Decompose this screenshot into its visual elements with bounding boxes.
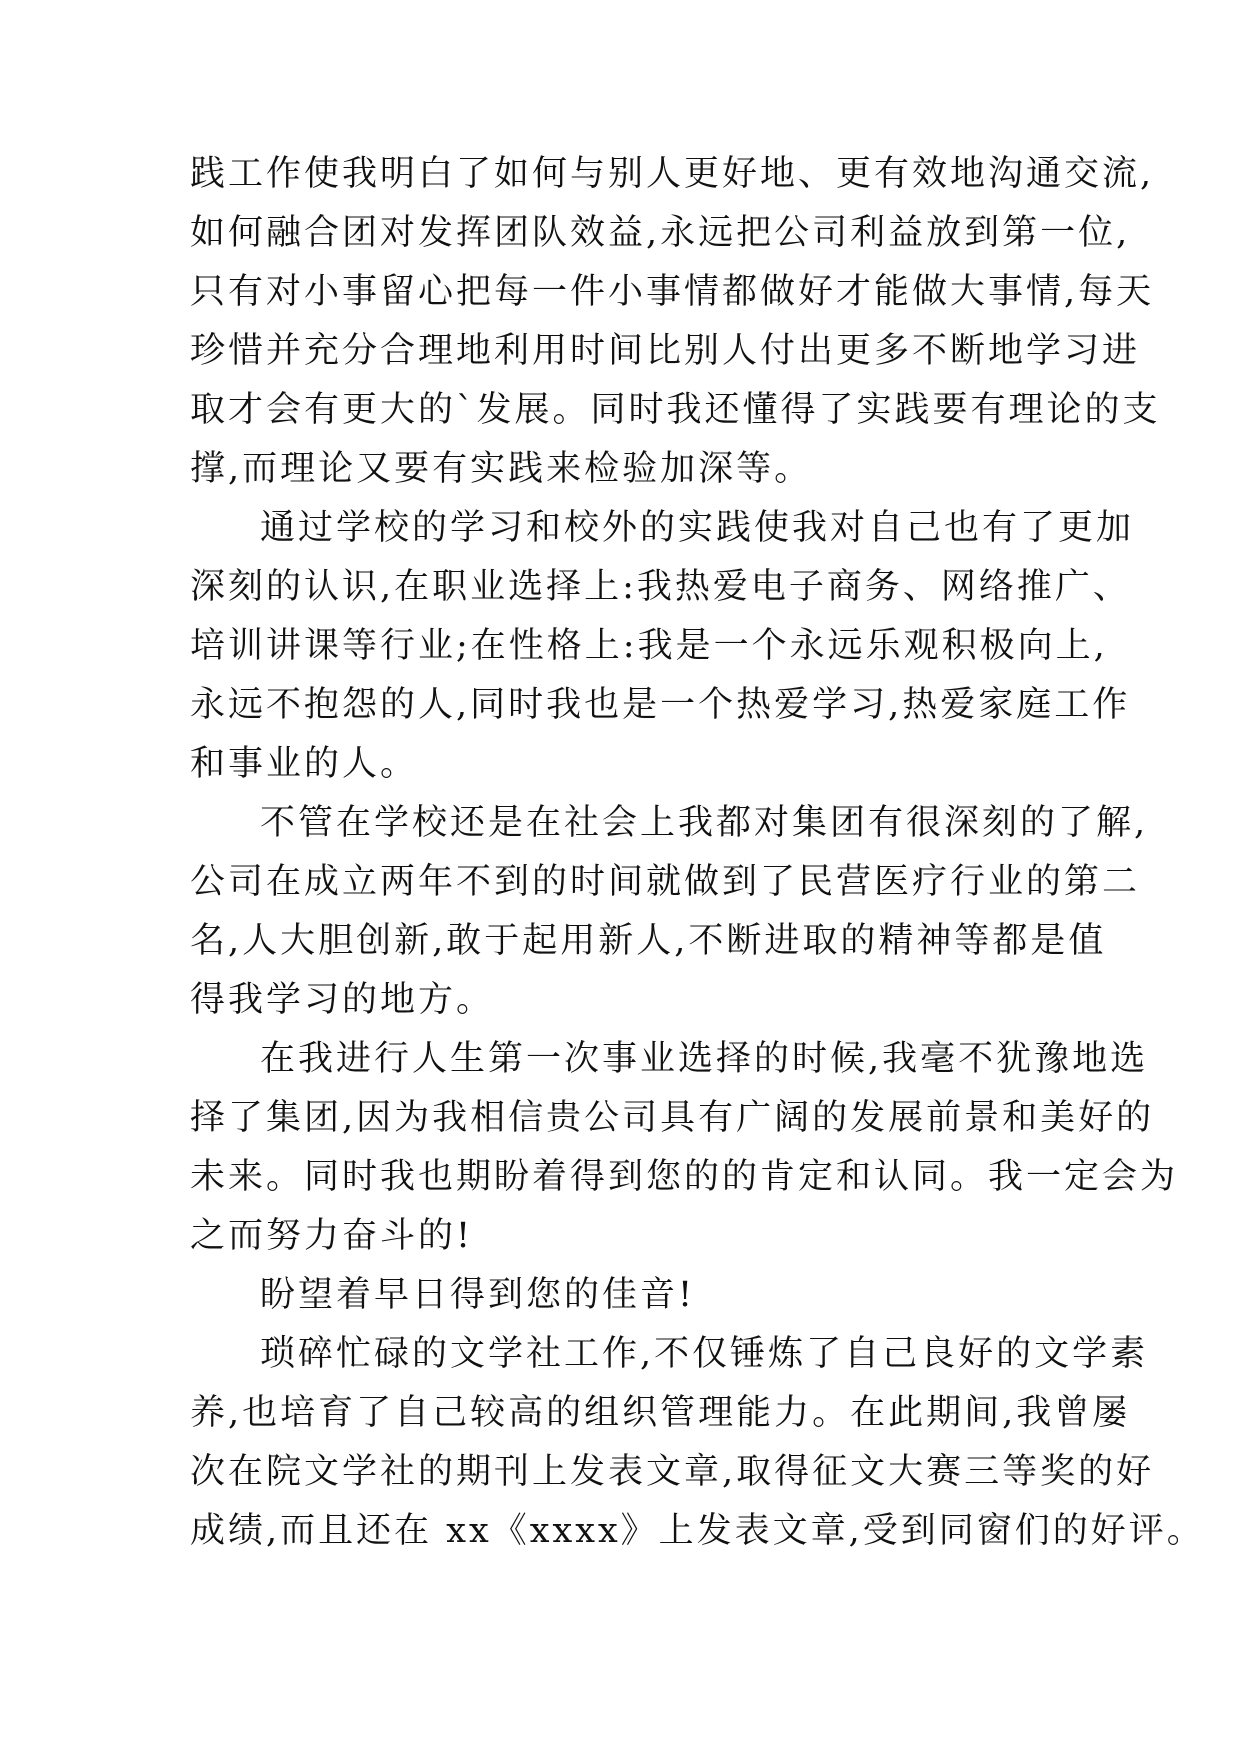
text-line: 次在院文学社的期刊上发表文章,取得征文大赛三等奖的好 [190, 1452, 1155, 1492]
text-line: 永远不抱怨的人,同时我也是一个热爱学习,热爱家庭工作 [190, 685, 1131, 725]
text-line: 择了集团,因为我相信贵公司具有广阔的发展前景和美好的 [190, 1098, 1155, 1138]
text-line: 和事业的人。 [190, 744, 419, 784]
document-body [190, 145, 1205, 1561]
paragraph-practice [190, 145, 1161, 499]
text-line: 不管在学校还是在社会上我都对集团有很深刻的了解, [260, 803, 1149, 843]
text-line: 取才会有更大的`发展。同时我还懂得了实践要有理论的支 [190, 390, 1161, 430]
text-line: 通过学校的学习和校外的实践使我对自己也有了更加 [260, 508, 1135, 548]
text-line: 琐碎忙碌的文学社工作,不仅锤炼了自己良好的文学素 [260, 1334, 1149, 1374]
text-line: 如何融合团对发挥团队效益,永远把公司利益放到第一位, [190, 213, 1131, 253]
paragraph-career-choice [190, 1030, 1179, 1266]
text-line: 养,也培育了自己较高的组织管理能力。在此期间,我曾屡 [190, 1393, 1131, 1433]
text-line: 培训讲课等行业;在性格上:我是一个永远乐观积极向上, [190, 626, 1108, 666]
text-line: 公司在成立两年不到的时间就做到了民营医疗行业的第二 [190, 862, 1141, 902]
paragraph-closing [190, 1266, 1080, 1325]
text-line: 未来。同时我也期盼着得到您的的肯定和认同。我一定会为 [190, 1157, 1179, 1197]
text-line: 只有对小事留心把每一件小事情都做好才能做大事情,每天 [190, 272, 1155, 312]
text-line: 在我进行人生第一次事业选择的时候,我毫不犹豫地选 [260, 1039, 1149, 1079]
paragraph-literary-club [190, 1325, 1205, 1561]
text-line: 名,人大胆创新,敢于起用新人,不断进取的精神等都是值 [190, 921, 1107, 961]
text-line: 得我学习的地方。 [190, 980, 495, 1020]
paragraph-company [190, 794, 1149, 1030]
text-line: 深刻的认识,在职业选择上:我热爱电子商务、网络推广、 [190, 567, 1131, 607]
text-line: 撑,而理论又要有实践来检验加深等。 [190, 449, 813, 489]
text-line: 之而努力奋斗的! [190, 1216, 474, 1256]
text-line: 盼望着早日得到您的佳音! [260, 1275, 696, 1315]
text-line: 珍惜并充分合理地利用时间比别人付出更多不断地学习进 [190, 331, 1141, 371]
text-line: 成绩,而且还在 xx《xxxx》上发表文章,受到同窗们的好评。 [190, 1511, 1205, 1551]
text-line: 践工作使我明白了如何与别人更好地、更有效地沟通交流, [190, 154, 1155, 194]
paragraph-self-knowledge [190, 499, 1135, 794]
